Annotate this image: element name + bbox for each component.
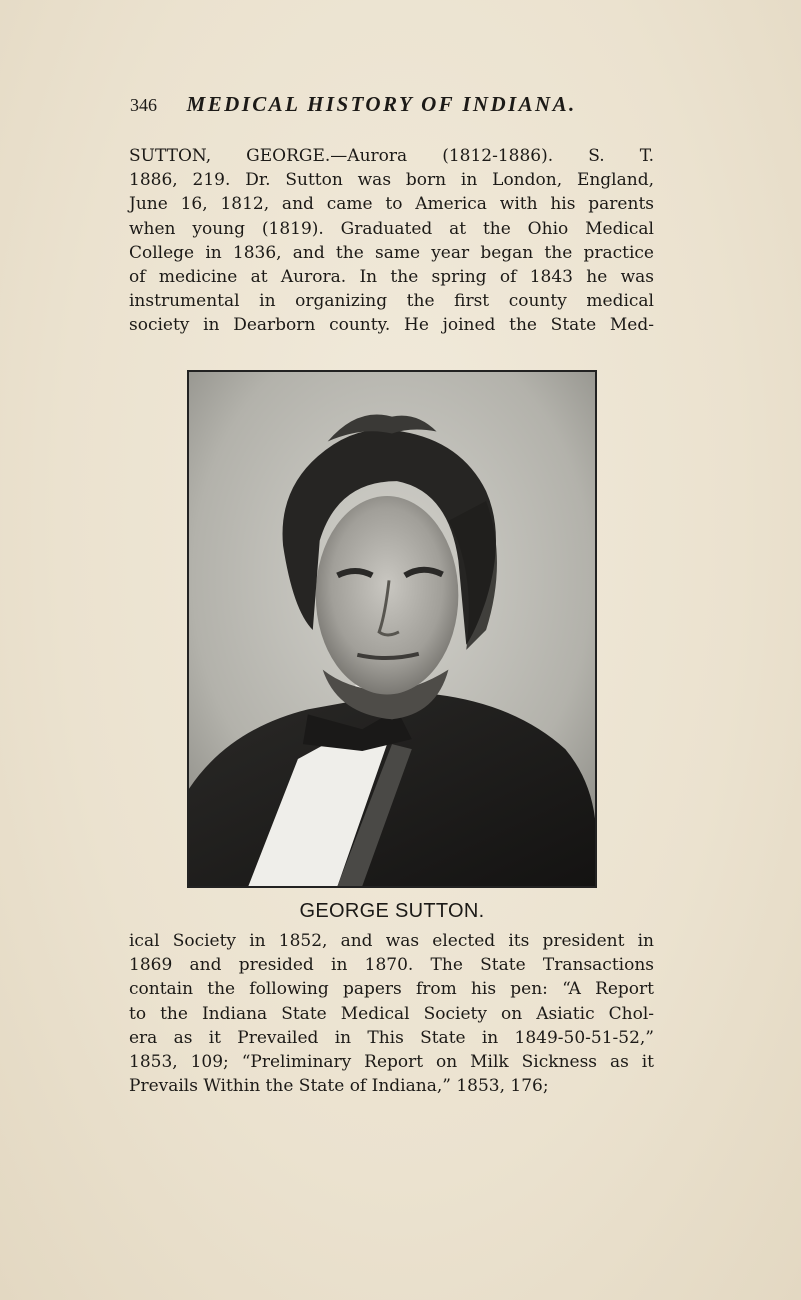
text-line: College in 1836, and the same year began the practice <box>129 242 654 263</box>
book-title: MEDICAL HISTORY OF INDIANA. <box>186 92 577 116</box>
portrait-caption: GEORGE SUTTON. <box>299 900 485 922</box>
text-line: to the Indiana State Medical Society on Asiatic Chol- <box>129 1003 654 1024</box>
text-line: 1869 and presided in 1870. The State Transactions <box>129 955 654 976</box>
text-line: era as it Prevailed in This State in 1849-50-51-52,” <box>129 1027 654 1048</box>
text-line: SUTTON, GEORGE.—Aurora (1812-1886). S. T. <box>129 146 654 166</box>
text-line: 1853, 109; “Preliminary Report on Milk Sickness as it <box>129 1052 654 1073</box>
text-line: contain the following papers from his pen: “A Report <box>129 979 654 1000</box>
portrait-image <box>189 372 595 886</box>
running-head <box>130 92 650 117</box>
text-line: when young (1819). Graduated at the Ohio Medical <box>129 218 654 239</box>
biography-paragraph-1 <box>129 144 654 338</box>
text-line: ical Society in 1852, and was elected its president in <box>129 931 654 951</box>
page-number: 346 <box>130 95 157 115</box>
text-line: Prevails Within the State of Indiana,” 1853, 176; <box>129 1076 549 1097</box>
portrait-photograph <box>187 370 597 888</box>
text-line: of medicine at Aurora. In the spring of 1843 he was <box>129 267 654 288</box>
text-line: 1886, 219. Dr. Sutton was born in London, England, <box>129 170 654 191</box>
text-line: June 16, 1812, and came to America with his parents <box>129 194 654 215</box>
text-line: instrumental in organizing the first county medical <box>129 291 654 312</box>
text-line: society in Dearborn county. He joined the State Med- <box>129 315 654 336</box>
biography-paragraph-2 <box>129 929 654 1098</box>
